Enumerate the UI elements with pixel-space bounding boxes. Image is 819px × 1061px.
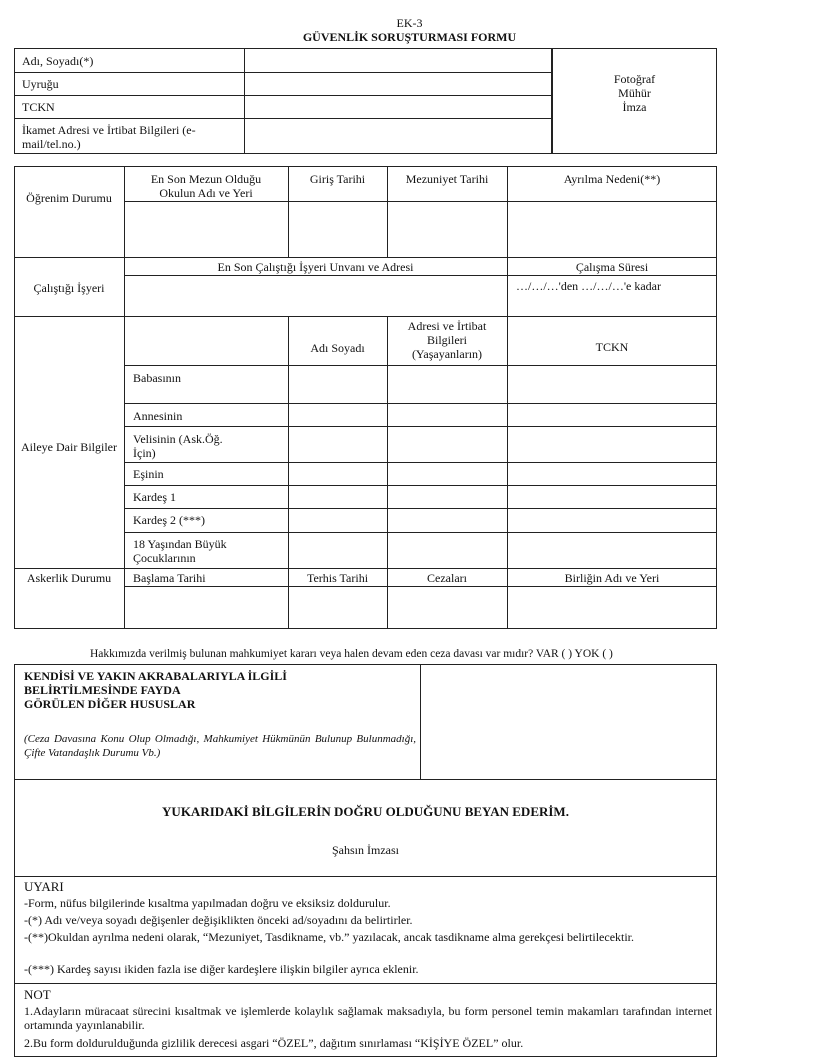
guardian-name-field[interactable]	[289, 427, 386, 462]
mil-col-penalties: Cezaları	[427, 571, 467, 585]
other-matters-title-3: GÖRÜLEN DİĞER HUSUSLAR	[24, 697, 196, 711]
label-address-contact: İkamet Adresi ve İrtibat Bilgileri (e-mail/tel.no.)	[22, 123, 196, 151]
declaration-text: YUKARIDAKİ BİLGİLERİN DOĞRU OLDUĞUNU BEYAN EDERİM.	[162, 804, 569, 819]
warning-title: UYARI	[24, 879, 64, 894]
children-name-field[interactable]	[289, 533, 386, 568]
family-row-spouse: Eşinin	[133, 467, 164, 481]
label-nationality: Uyruğu	[22, 77, 59, 91]
mother-address-field[interactable]	[388, 404, 506, 426]
family-label: Aileye Dair Bilgiler	[21, 440, 117, 454]
signature-label: İmza	[622, 100, 647, 114]
family-col-address: Adresi ve İrtibat Bilgileri (Yaşayanların)	[407, 319, 487, 361]
sibling2-name-field[interactable]	[289, 509, 386, 532]
mil-col-unit: Birliğin Adı ve Yeri	[564, 571, 660, 585]
spouse-address-field[interactable]	[388, 463, 506, 485]
note-line-2: 2.Bu form doldurulduğunda gizlilik derecesi asgari “ÖZEL”, dağıtım sınırlaması “KİŞİYE ÖZEL” olur.	[24, 1036, 524, 1050]
work-label: Çalıştığı İşyeri	[33, 281, 105, 295]
father-name-field[interactable]	[289, 366, 386, 403]
seal-label: Mühür	[618, 86, 651, 100]
family-col-tckn: TCKN	[595, 340, 629, 354]
children-tckn-field[interactable]	[508, 533, 716, 568]
work-col-employer: En Son Çalıştığı İşyeri Unvanı ve Adresi	[217, 260, 414, 274]
note-title: NOT	[24, 987, 51, 1002]
warning-line-1: -Form, nüfus bilgilerinde kısaltma yapılmadan doğru ve eksiksiz doldurulur.	[24, 896, 391, 910]
label-name-surname: Adı, Soyadı(*)	[22, 54, 94, 68]
work-duration-template[interactable]: …/…/…'den …/…/…'e kadar	[516, 279, 661, 293]
tckn-field[interactable]	[245, 96, 551, 118]
other-matters-note: (Ceza Davasına Konu Olup Olmadığı, Mahkumiyet Hükmünün Bulunup Bulunmadığı, Çifte Vatandaşlık Durumu Vb.)	[24, 733, 416, 759]
military-label: Askerlik Durumu	[26, 571, 112, 585]
spouse-tckn-field[interactable]	[508, 463, 716, 485]
mil-unit-field[interactable]	[508, 587, 716, 628]
person-signature-label: Şahsın İmzası	[332, 843, 399, 857]
other-matters-field[interactable]	[421, 665, 716, 779]
mil-col-discharge: Terhis Tarihi	[306, 571, 369, 585]
mil-start-field[interactable]	[125, 587, 287, 628]
name-surname-field[interactable]	[245, 49, 551, 72]
form-code: EK-3	[396, 16, 423, 30]
nationality-field[interactable]	[245, 73, 551, 95]
mil-col-start: Başlama Tarihi	[133, 571, 206, 585]
father-address-field[interactable]	[388, 366, 506, 403]
mil-discharge-field[interactable]	[289, 587, 386, 628]
sibling1-address-field[interactable]	[388, 486, 506, 508]
photo-label: Fotoğraf	[613, 72, 656, 86]
other-matters-title-2: BELİRTİLMESİNDE FAYDA	[24, 683, 181, 697]
label-tckn: TCKN	[22, 100, 55, 114]
edu-col-graduation: Mezuniyet Tarihi	[405, 172, 489, 186]
sibling1-tckn-field[interactable]	[508, 486, 716, 508]
family-row-mother: Annesinin	[133, 409, 183, 423]
family-row-guardian: Velisinin (Ask.Öğ. İçin)	[133, 432, 223, 460]
edu-col-leave-reason: Ayrılma Nedeni(**)	[563, 172, 661, 186]
conviction-question[interactable]: Hakkımızda verilmiş bulunan mahkumiyet kararı veya halen devam eden ceza davası var mıdır? VAR ( ) YOK ( )	[90, 648, 613, 660]
sibling2-tckn-field[interactable]	[508, 509, 716, 532]
warning-line-2: -(*) Adı ve/veya soyadı değişenler değişiklikten önceki ad/soyadını da belirtirler.	[24, 913, 413, 927]
family-row-father: Babasının	[133, 371, 181, 385]
guardian-tckn-field[interactable]	[508, 427, 716, 462]
form-title: GÜVENLİK SORUŞTURMASI FORMU	[302, 30, 517, 44]
family-row-sibling-1: Kardeş 1	[133, 490, 176, 504]
children-address-field[interactable]	[388, 533, 506, 568]
edu-school-field[interactable]	[125, 202, 287, 256]
family-row-children: 18 Yaşından Büyük Çocuklarının	[133, 537, 227, 565]
father-tckn-field[interactable]	[508, 366, 716, 403]
edu-graduation-field[interactable]	[388, 202, 506, 256]
mil-penalties-field[interactable]	[388, 587, 506, 628]
note-line-1: 1.Adayların müracaat sürecini kısaltmak ve işlemlerde kolaylık sağlamak maksadıyla, bu form personel temin makamları tarafından internet ortamında yayınlanabilir.	[24, 1004, 712, 1032]
family-col-name: Adı Soyadı	[310, 341, 365, 355]
edu-col-school: En Son Mezun Olduğu Okulun Adı ve Yeri	[150, 172, 262, 200]
warning-line-3: -(**)Okuldan ayrılma nedeni olarak, “Mezuniyet, Tasdikname, vb.” yazılacak, ancak tasdikname alma gerekçesi belirtilecektir.	[24, 930, 635, 944]
address-contact-field[interactable]	[245, 119, 551, 153]
guardian-address-field[interactable]	[388, 427, 506, 462]
other-matters-title-1: KENDİSİ VE YAKIN AKRABALARIYLA İLGİLİ	[24, 669, 287, 683]
warning-line-4: -(***) Kardeş sayısı ikiden fazla ise diğer kardeşlere ilişkin bilgiler ayrıca eklenir.	[24, 962, 419, 976]
spouse-name-field[interactable]	[289, 463, 386, 485]
work-employer-field[interactable]	[125, 276, 506, 315]
mother-tckn-field[interactable]	[508, 404, 716, 426]
mother-name-field[interactable]	[289, 404, 386, 426]
sibling2-address-field[interactable]	[388, 509, 506, 532]
edu-col-start: Giriş Tarihi	[309, 172, 366, 186]
sibling1-name-field[interactable]	[289, 486, 386, 508]
education-label: Öğrenim Durumu	[26, 191, 112, 205]
work-col-duration: Çalışma Süresi	[575, 260, 649, 274]
family-row-sibling-2: Kardeş 2 (***)	[133, 513, 205, 527]
edu-start-field[interactable]	[289, 202, 386, 256]
edu-leave-reason-field[interactable]	[508, 202, 716, 256]
